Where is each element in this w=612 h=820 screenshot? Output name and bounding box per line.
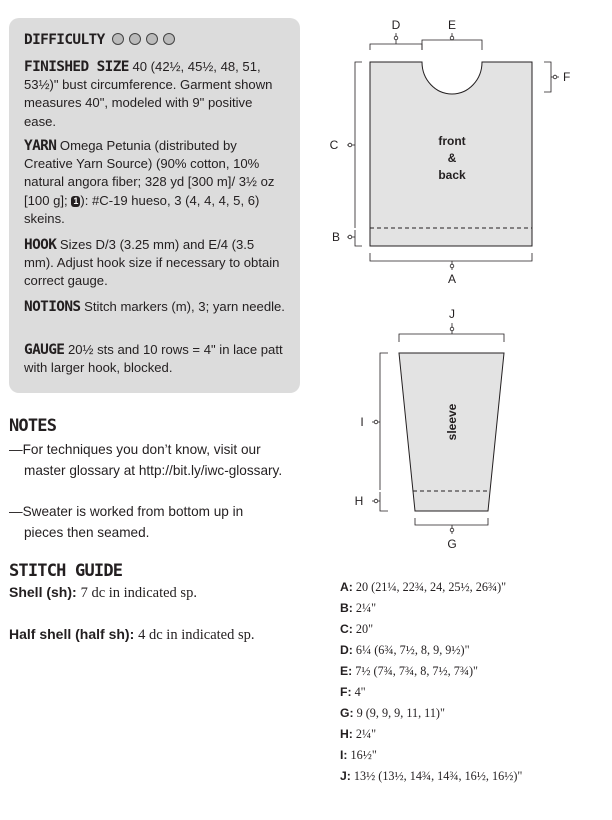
stitch-item: [9, 626, 255, 644]
gauge-text: 20½ sts and 10 rows = 4" in lace patt with larger hook, blocked.: [24, 342, 283, 376]
measurement-row: [340, 664, 478, 679]
measurement-value: 6¼ (6¾, 7½, 8, 9, 9½)": [355, 643, 470, 657]
measurement-row: [340, 727, 376, 742]
body-label: front: [438, 134, 466, 148]
hook-label: HOOK: [24, 237, 57, 253]
stitch-text: 7 dc in indicated sp.: [80, 585, 197, 601]
measurement-value: 2¼": [355, 727, 377, 741]
measurement-row: [340, 748, 377, 763]
stitch-item: [9, 584, 197, 602]
yarn-text-end: ): #C-19 hueso, 3 (4, 4, 4, 5, 6) skeins.: [24, 192, 260, 226]
dimension-letter: J: [449, 307, 455, 321]
yarn-weight-badge: 1: [73, 195, 79, 206]
stitch-name: Half shell (half sh):: [9, 626, 135, 642]
stitch-text: 4 dc in indicated sp.: [138, 627, 255, 643]
measurement-key: H:: [340, 727, 353, 741]
body-label: &: [447, 151, 457, 165]
measurement-value: 20": [355, 622, 374, 636]
note-line: pieces then seamed.: [24, 525, 150, 540]
measurement-key: C:: [340, 622, 353, 636]
measurement-row: [340, 580, 506, 595]
dimension-letter: H: [354, 494, 364, 508]
measurement-key: D:: [340, 643, 353, 657]
measurement-value: 16½": [350, 748, 377, 762]
measurement-row: [340, 643, 470, 658]
measurement-value: 20 (21¼, 22¾, 24, 25½, 26¾)": [355, 580, 507, 594]
measurement-key: F:: [340, 685, 352, 699]
note-line: —For techniques you don’t know, visit our: [9, 442, 261, 457]
dimension-letter: F: [563, 70, 571, 84]
note-line: master glossary at http://bit.ly/iwc-glossary.: [24, 463, 283, 478]
dimension-letter: C: [329, 138, 339, 152]
measurement-key: I:: [340, 748, 348, 762]
stitch-name: Shell (sh):: [9, 584, 77, 600]
finished-size-text: 40 (42½, 45½, 48, 51, 53½)" bust circumference. Garment shown measures 40", modeled with 9" positive ease.: [24, 59, 273, 129]
measurement-row: [340, 706, 445, 721]
sleeve-piece: [399, 353, 504, 511]
gauge-label: GAUGE: [24, 342, 65, 358]
measurement-key: B:: [340, 601, 353, 615]
notions-label: NOTIONS: [24, 299, 81, 315]
yarn-text: Omega Petunia (distributed by Creative Yarn Source) (90% cotton, 10% natural angora fiber; 328 yd [300 m]/ 3½ oz [100 g];: [24, 138, 275, 208]
measurement-key: J:: [340, 769, 351, 783]
measurement-key: G:: [340, 706, 354, 720]
note-line: —Sweater is worked from bottom up in: [9, 504, 244, 519]
measurement-value: 2¼": [355, 601, 377, 615]
stitch-guide-heading: STITCH GUIDE: [9, 561, 123, 581]
yarn-label: YARN: [24, 138, 57, 154]
measurement-value: 13½ (13½, 14¾, 14¾, 16½, 16½)": [353, 769, 523, 783]
finished-size-label: FINISHED SIZE: [24, 59, 129, 75]
dimension-letter: E: [447, 18, 457, 32]
dimension-letter: D: [391, 18, 401, 32]
measurement-row: [340, 622, 373, 637]
measurement-value: 9 (9, 9, 9, 11, 11)": [356, 706, 445, 720]
measurement-key: A:: [340, 580, 353, 594]
notions-text: Stitch markers (m), 3; yarn needle.: [84, 299, 285, 314]
sleeve-label: sleeve: [445, 403, 459, 441]
notes-heading: NOTES: [9, 416, 57, 436]
measurement-row: [340, 685, 366, 700]
hook-text: Sizes D/3 (3.25 mm) and E/4 (3.5 mm). Adjust hook size if necessary to obtain correct gauge.: [24, 237, 280, 289]
difficulty-label: DIFFICULTY: [24, 32, 105, 48]
dimension-letter: B: [331, 230, 341, 244]
body-piece: [370, 62, 532, 246]
measurement-key: E:: [340, 664, 353, 678]
measurement-row: [340, 601, 376, 616]
measurement-value: 7½ (7¾, 7¾, 8, 7½, 7¾)": [355, 664, 479, 678]
dimension-letter: A: [447, 272, 457, 286]
dimension-letter: G: [447, 537, 457, 551]
body-label: back: [438, 168, 466, 182]
measurement-row: [340, 769, 522, 784]
measurement-value: 4": [354, 685, 366, 699]
dimension-letter: I: [360, 415, 364, 429]
